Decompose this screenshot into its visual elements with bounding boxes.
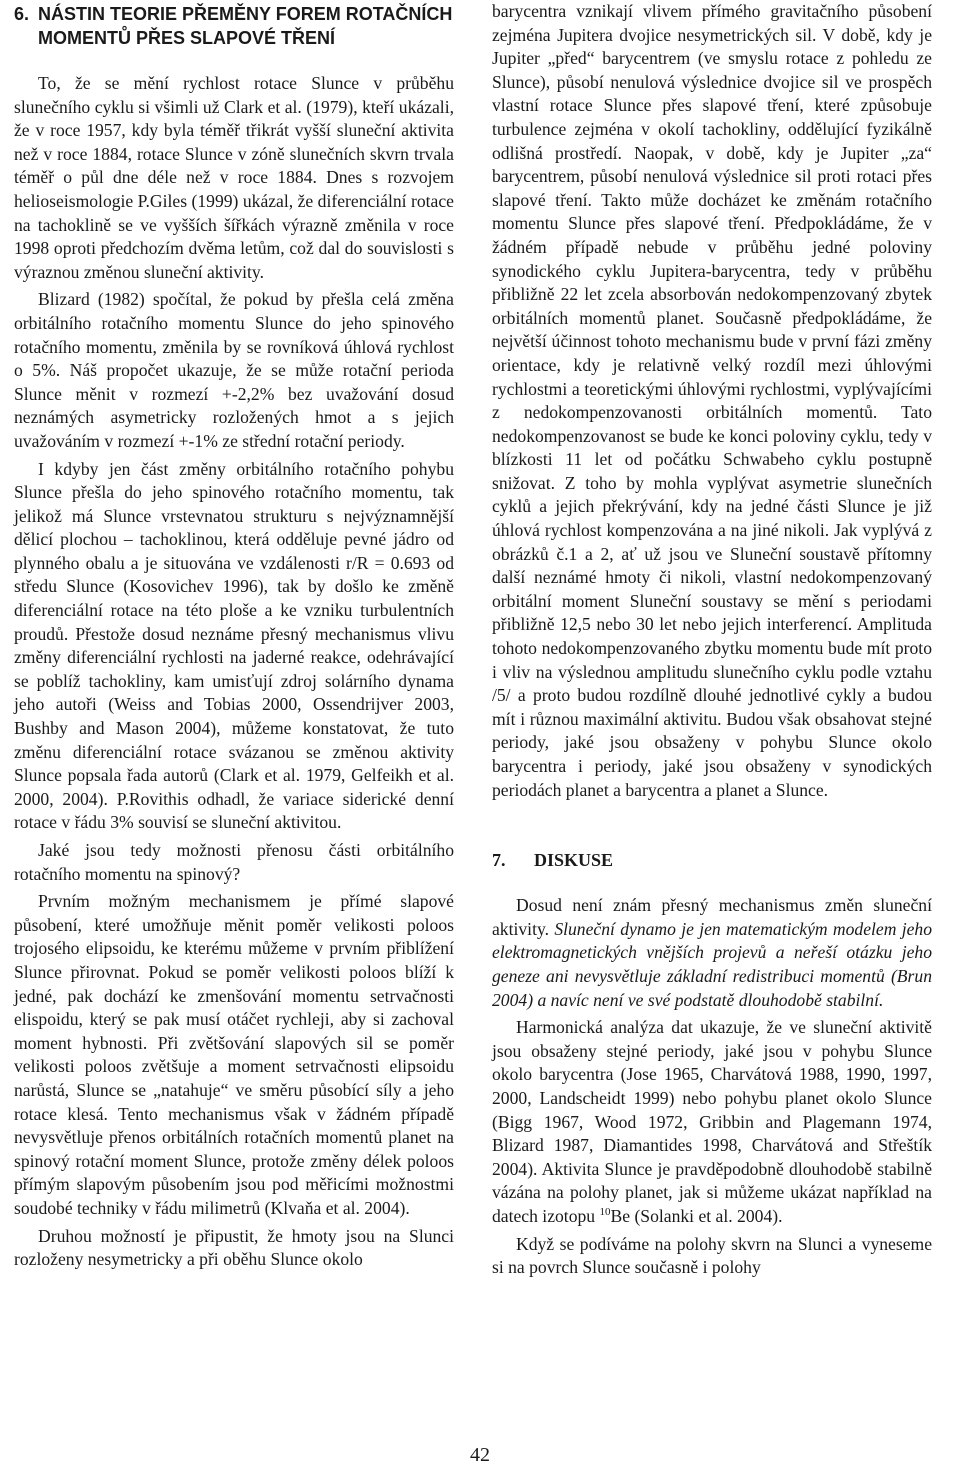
paragraph (492, 1016, 932, 1228)
paragraph-text: Harmonická analýza dat ukazuje, že ve sluneční aktivitě jsou obsaženy stejné periody, jaké jsou v pohybu Slunce okolo barycentra (Jose 1965, Charvátová 1988, 1990, 1997, 2000, Landscheidt 1999) nebo pohybu planet okolo Slunce (Bigg 1967, Wood 1972, Gribbin and Plagemann 1974, Blizard 1987, Diamantides 1998, Charvátová and Střeštík 2004). Aktivita Slunce je pravděpodobně dlouhodobě stabilně vázána na polohy planet, jak si můžeme ukázat například na datech izotopu (492, 1017, 932, 1226)
paragraph: Druhou možností je připustit, že hmoty jsou na Slunci rozloženy nesymetricky a při oběhu Slunce okolo (14, 1225, 454, 1270)
right-column (492, 0, 932, 1280)
paragraph-text: Be (Solanki et al. 2004). (610, 1205, 783, 1226)
paragraph-italic-text: Sluneční dynamo je jen matematickým modelem jeho elektromagnetických vnějších projevů a neřeší otázku jeho geneze ani nevysvětluje základní redistribuci momentů (Brun 2004) a navíc není ve své podstatě dlouhodobě stabilní. (492, 918, 933, 1010)
paragraph: Prvním možným mechanismem je přímé slapové působení, které umožňuje měnit poměr velikosti poloos trojosého elipsoidu, ke kterému můžeme v prvním přiblížení Slunce přirovnat. Pokud se poměr velikosti poloos blíží k jedné, pak dochází ke zmenšování momentu setrvačnosti elispoidu, který se pak musí otáčet rychleji, aby si zachoval moment hybnosti. Při zvětšování slapových sil se poměr velikosti poloos zvětšuje a moment setrvačnosti elipsoidu narůstá, Slunce se „natahuje“ ve směru působící síly a jeho rotace klesá. Tento mechanismus však v žádném případě nevysvětluje přenos orbitálních rotačních momentů planet na spinový rotační moment Slunce, protože změny délek poloos přímým slapovým působením jsou pod měřicími možnostmi soudobé techniky v řádu milimetrů (Klvaňa et al. 2004). (14, 891, 454, 1218)
paragraph: To, že se mění rychlost rotace Slunce v průběhu slunečního cyklu si všimli už Clark et al. (1979), kteří ukázali, že v roce 1957, kdy byla téměř třikrát vyšší sluneční aktivita než v roce 1884, rotace Slunce v zóně slunečních skvrn trvala téměř o půl dne déle než v roce 1884. Dnes s rozvojem helioseismologie P.Giles (1999) ukázal, že diferenciální rotace na tachoklině se ve vyšších šířkách výrazně změnila v roce 1998 oproti předchozím dvěma letům, což dal do souvislosti s výraznou změnou sluneční aktivity. (14, 73, 454, 282)
section-6-heading (14, 2, 454, 50)
paragraph-text: Dosud není znám přesný mechanismus změn sluneční aktivity. (492, 895, 932, 939)
left-column (14, 0, 454, 1272)
section-number: 7. (492, 850, 506, 871)
isotope-superscript: 10 (599, 1206, 611, 1219)
section-7-heading (492, 848, 932, 872)
paragraph: Blizard (1982) spočítal, že pokud by přešla celá změna orbitálního rotačního momentu Slunce do jeho spinového rotačního momentu, změnila by se rovníková úhlová rychlost o 5%. Náš propočet ukazuje, že se může rotační perioda Slunce měnit v rozmezí +-2,2% bez uvažování dosud neznámých asymetricky rozložených hmot a s jejich uvažováním v rozmezí +-1% ze střední rotační periody. (14, 289, 454, 451)
paragraph: Jaké jsou tedy možnosti přenosu části orbitálního rotačního momentu na spinový? (14, 840, 454, 884)
section-title: DISKUSE (534, 850, 614, 871)
paragraph (492, 894, 932, 1012)
paragraph: I kdyby jen část změny orbitálního rotačního pohybu Slunce přešla do jeho spinového rotačního momentu, tak jelikož má Slunce vrstevnatou strukturu s nejvýznamnější dělicí plochou – tachoklinou, která odděluje pevné jádro od plynného obalu a je situována ve vzdálenosti r/R = 0.693 od středu Slunce (Kosovichev 1996), tak by došlo ke změně diferenciální rotace na této ploše a ke vzniku turbulentních proudů. Přestože dosud neznáme přesný mechanismus vlivu změny diferenciální rychlosti na jaderné reakce, odehrávající se poblíž tachokliny, kam umisťují zdroj solárního dynama jeho autoři (Weiss and Tobias 2000, Ossendrijver 2003, Bushby and Mason 2004), můžeme konstatovat, že tuto změnu diferenciální rotace svázanou se změnou aktivity Slunce popsala řada autorů (Clark et al. 1979, Gelfeikh et al. 2000, 2004). P.Rovithis odhadl, že variace siderické denní rotace v řádu 3% souvisí se sluneční aktivitou. (14, 458, 454, 833)
section-number: 6. (14, 4, 30, 24)
paragraph: Když se podíváme na polohy skvrn na Slunci a vyneseme si na povrch Slunce současně i polohy (492, 1233, 932, 1278)
page-number: 42 (470, 1444, 490, 1466)
section-title: NÁSTIN TEORIE PŘEMĚNY FOREM ROTAČNÍCH MOMENTŮ PŘES SLAPOVÉ TŘENÍ (38, 4, 453, 48)
paragraph: barycentra vznikají vlivem přímého gravitačního působení zejména Jupitera dvojice nesymetrických sil. V době, kdy je Jupiter „před“ barycentrem (ve smyslu rotace z pohledu ze Slunce), působí nenulová výslednice dvojice sil ve prospěch vlastní rotace Slunce přes slapové tření, které způsobuje turbulence zejména v okolí tachokliny, oddělující fyzikálně odlišná prostředí. Naopak, v době, kdy je Jupiter „za“ barycentrem, působí nenulová výslednice sil proti rotaci přes slapové tření. Takto může docházet ke změnám rotačního momentu Slunce přes slapové tření. Předpokládáme, že v žádném případě nebude v průběhu jedné poloviny synodického cyklu Jupitera-barycentra, tedy v průběhu přibližně 22 let zcela absorbován nedokompenzovaný zbytek orbitálních momentů planet. Současně předpokládáme, že největší účinnost tohoto mechanismu bude v první fázi změny orientace, kdy je relativně velký rozdíl mezi úhlovými rychlostmi a teoretickými úhlovými rychlostmi, vyplývajícími z nedokompenzovanosti orbitálních momentů. Tato nedokompenzovanost se bude ke konci poloviny cyklu, tedy v blízkosti 11 let od počátku Schwabeho cyklu postupně snižovat. Z toho by mohla vyplývat asymetrie slunečních cyklů a jejich překrývání, kdy na jedné části Slunce je již úhlová rychlost kompenzována a na jiné nikoli. Jak vyplývá z obrázků č.1 a 2, ať už jsou ve Sluneční soustavě přítomny další neznámé hmoty či nikoli, vlastní nedokompenzovaný orbitální moment Sluneční soustavy se mění s periodami přibližně 12,5 nebo 30 let nebo jejich interferencí. Amplituda tohoto nedokompenzovaného zbytku momentu bude mít proto i vliv na výslednou amplitudu slunečního cyklu podle vztahu /5/ a proto budou rozdílně dlouhé jednotlivé cykly a budou mít i různou maximální aktivitu. Budou však obsahovat stejné periody, jaké jsou obsaženy v pohybu Slunce okolo barycentra i periody, jaké jsou obsaženy v synodických periodách planet a barycentra a planet a Slunce. (492, 1, 932, 800)
